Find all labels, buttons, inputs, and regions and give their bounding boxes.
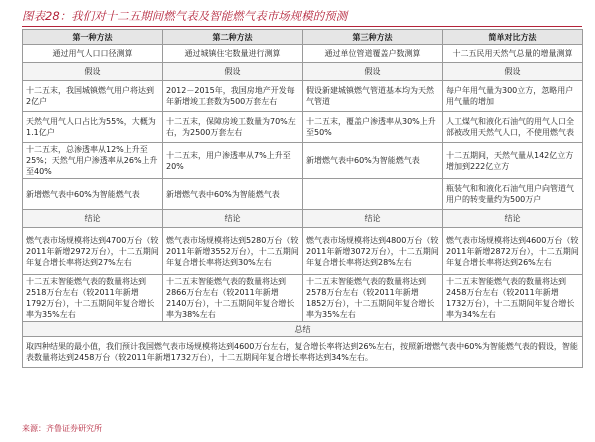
method-header: 第一种方法 [23, 30, 163, 45]
title-underline [22, 26, 582, 27]
conclusion-cell: 十二五末智能燃气表的数量将达到2578万台左右（较2011年新增1852万台），十二五期间年复合增长率为35%左右 [303, 275, 443, 322]
assumption-cell: 2012－2015年，我国房地产开发每年新增竣工套数为500万套左右 [163, 81, 303, 112]
assumption-cell: 每户年用气量为300立方，忽略用户用气量的增加 [443, 81, 583, 112]
conclusion-cell: 燃气表市场规模将达到5280万台（较2011年新增3552万台），十二五期间年复合增长率将达到30%左右 [163, 228, 303, 275]
summary-row [23, 337, 583, 368]
assumption-label: 假设 [163, 63, 303, 81]
conclusion-row [23, 275, 583, 322]
assumption-cell: 十二五末，总渗透率从12%上升至25%；天然气用户渗透率从26%上升至40% [23, 143, 163, 179]
source-note: 来源：齐鲁证券研究所 [22, 424, 102, 433]
conclusion-cell: 燃气表市场规模将达到4700万台（较2011年新增2972万台），十二五期间年复合增长率将达到27%左右 [23, 228, 163, 275]
method-subheader: 十二五民用天然气总量的增量测算 [443, 45, 583, 63]
method-header-row [23, 30, 583, 45]
figure-title: 图表28：我们对十二五期间燃气表及智能燃气表市场规模的预测 [22, 9, 348, 23]
conclusion-label: 结论 [23, 210, 163, 228]
method-header: 第二种方法 [163, 30, 303, 45]
method-subheader-row [23, 45, 583, 63]
assumption-cell: 十二五末，我国城镇燃气用户将达到2亿户 [23, 81, 163, 112]
method-header: 简单对比方法 [443, 30, 583, 45]
assumption-cell: 新增燃气表中60%为智能燃气表 [163, 179, 303, 210]
assumption-cell: 瓶装气和和液化石油气用户向管道气用户的转变量约为500万户 [443, 179, 583, 210]
assumption-row [23, 143, 583, 179]
assumption-cell: 新增燃气表中60%为智能燃气表 [303, 143, 443, 179]
assumption-cell: 新增燃气表中60%为智能燃气表 [23, 179, 163, 210]
conclusion-label: 结论 [443, 210, 583, 228]
conclusion-cell: 十二五末智能燃气表的数量将达到2866万台左右（较2011年新增2140万台），十二五期间年复合增长率为38%左右 [163, 275, 303, 322]
conclusion-label: 结论 [163, 210, 303, 228]
assumption-label: 假设 [443, 63, 583, 81]
assumption-cell [303, 179, 443, 210]
method-subheader: 通过城镇住宅数量进行测算 [163, 45, 303, 63]
forecast-table [22, 29, 583, 368]
assumption-cell: 十二五末，用户渗透率从7%上升至20% [163, 143, 303, 179]
conclusion-cell: 十二五末智能燃气表的数量将达到2458万台左右（较2011年新增1732万台），十二五期间年复合增长率为34%左右 [443, 275, 583, 322]
summary-label-row [23, 322, 583, 337]
assumption-label: 假设 [23, 63, 163, 81]
method-subheader: 通过用气人口口径测算 [23, 45, 163, 63]
assumption-row [23, 112, 583, 143]
conclusion-cell: 燃气表市场规模将达到4600万台（较2011年新增2872万台），十二五期间年复合增长率将达到26%左右 [443, 228, 583, 275]
conclusion-row [23, 228, 583, 275]
conclusion-cell: 十二五末智能燃气表的数量将达到2518万台左右（较2011年新增1792万台），十二五期间年复合增长率为35%左右 [23, 275, 163, 322]
method-header: 第三种方法 [303, 30, 443, 45]
assumption-cell: 天然气用气人口占比为55%，大概为1.1亿户 [23, 112, 163, 143]
assumption-label-row [23, 63, 583, 81]
assumption-cell: 十二五末，覆盖户渗透率从30%上升至50% [303, 112, 443, 143]
summary-text: 取四种结果的最小值，我们预计我国燃气表市场规模将达到4600万台左右，复合增长率将达到26%左右，按照新增燃气表中60%为智能燃气表的假设，智能表数量将达到2458万台（较2011年新增1732万台），十二五期间年复合增长率将达到34%左右。 [23, 337, 583, 368]
assumption-cell: 假设新建城镇燃气管道基本均为天然气管道 [303, 81, 443, 112]
assumption-cell: 人工煤气和液化石油气的用气人口全部被改用天然气人口，不使用燃气表 [443, 112, 583, 143]
method-subheader: 通过单位管道覆盖户数测算 [303, 45, 443, 63]
assumption-label: 假设 [303, 63, 443, 81]
conclusion-label: 结论 [303, 210, 443, 228]
conclusion-label-row [23, 210, 583, 228]
summary-label: 总结 [23, 322, 583, 337]
assumption-cell: 十二五末，保障房竣工数量为70%左右，为2500万套左右 [163, 112, 303, 143]
assumption-row [23, 179, 583, 210]
assumption-row [23, 81, 583, 112]
conclusion-cell: 燃气表市场规模将达到4800万台（较2011年新增3072万台），十二五期间年复合增长率将达到28%左右 [303, 228, 443, 275]
assumption-cell: 十二五期间，天然气量从142亿立方增加到222亿立方 [443, 143, 583, 179]
